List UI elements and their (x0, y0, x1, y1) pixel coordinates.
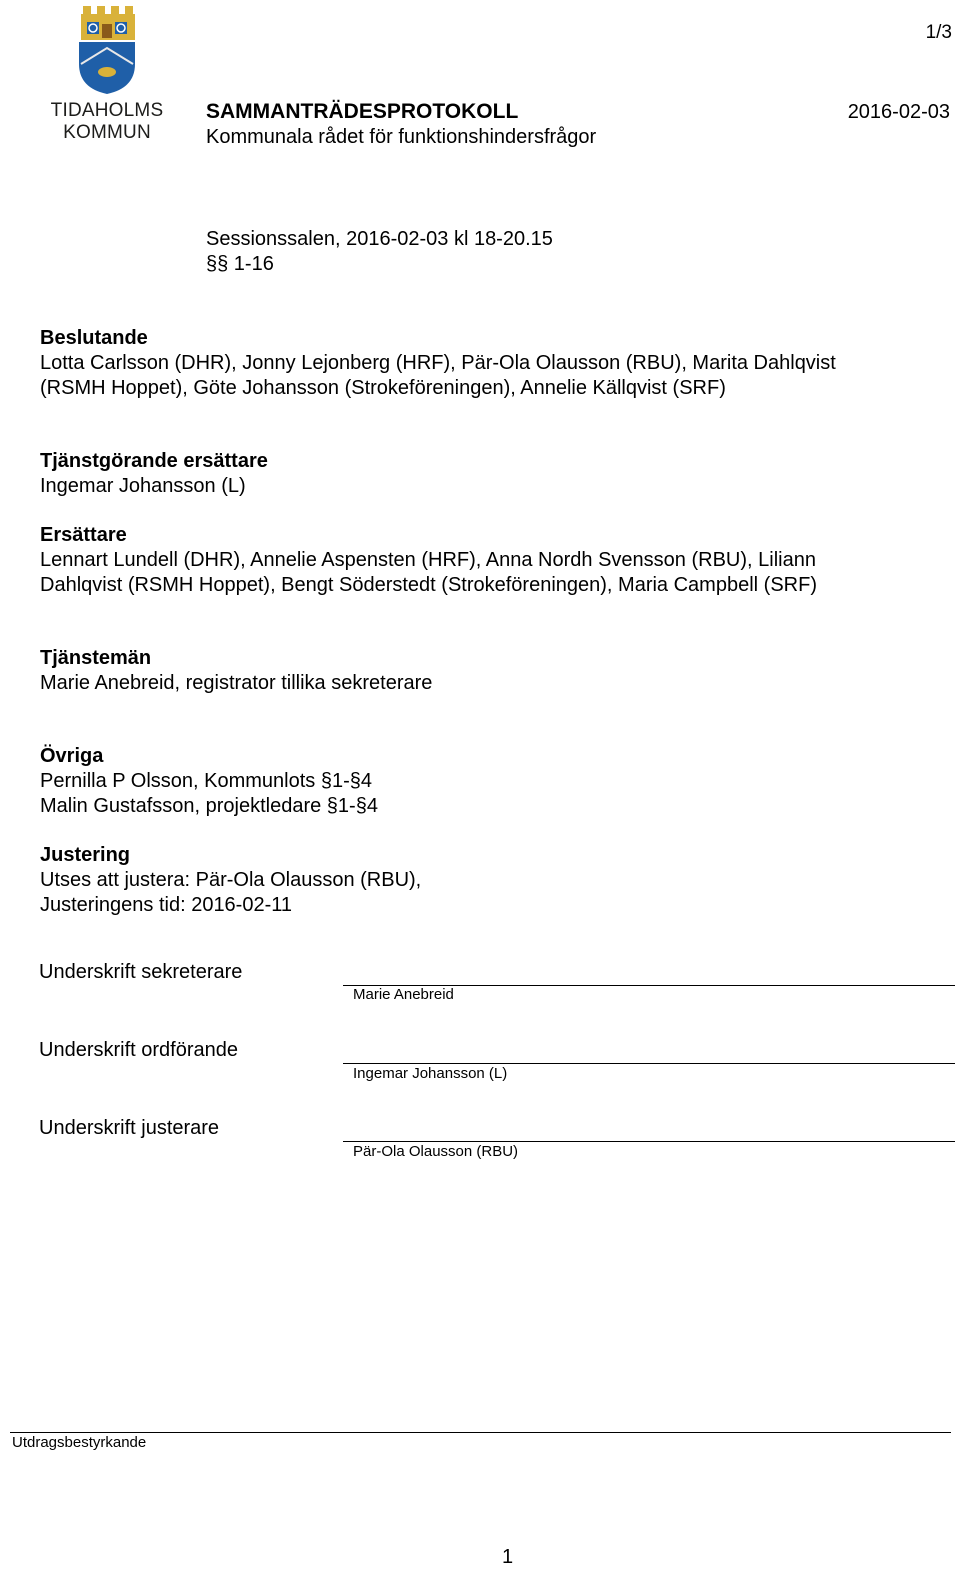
section-line: Dahlqvist (RSMH Hoppet), Bengt Söderstedt (Strokeföreningen), Maria Campbell (SRF) (40, 574, 817, 596)
signature-line-adjuster (343, 1141, 955, 1142)
section-beslutande (40, 326, 920, 401)
section-line: Marie Anebreid, registrator tillika sekreterare (40, 672, 433, 694)
section-line: Malin Gustafsson, projektledare §1-§4 (40, 795, 378, 817)
section-line: Justeringens tid: 2016-02-11 (40, 894, 293, 916)
signature-name-secretary: Marie Anebreid (353, 986, 454, 1003)
section-tjanstgorande-ersattare (40, 449, 920, 499)
section-line: Lotta Carlsson (DHR), Jonny Lejonberg (HRF), Pär-Ola Olausson (RBU), Marita Dahlqvist (40, 352, 836, 374)
section-heading: Övriga (40, 745, 104, 767)
signature-label-secretary: Underskrift sekreterare (39, 961, 243, 983)
document-date: 2016-02-03 (847, 101, 950, 123)
section-heading: Tjänstgörande ersättare (40, 450, 268, 472)
coat-of-arms-icon (77, 4, 137, 96)
section-heading: Ersättare (40, 524, 127, 546)
document-subtitle: Kommunala rådet för funktionshindersfrågor (206, 126, 597, 148)
meeting-place-time: Sessionssalen, 2016-02-03 kl 18-20.15 (206, 228, 553, 250)
section-tjanstemän (40, 646, 920, 696)
signature-label-adjuster: Underskrift justerare (39, 1117, 220, 1139)
signature-name-adjuster: Pär-Ola Olausson (RBU) (353, 1143, 519, 1160)
section-ersattare (40, 523, 920, 598)
signature-line-chair (343, 1063, 955, 1064)
section-heading: Justering (40, 844, 131, 866)
section-heading: Beslutande (40, 327, 148, 349)
page-indicator: 1/3 (925, 22, 952, 43)
section-line: Ingemar Johansson (L) (40, 475, 246, 497)
logo-text-line2: KOMMUN (63, 122, 151, 143)
section-ovriga (40, 744, 920, 819)
extract-certification-label: Utdragsbestyrkande (12, 1434, 147, 1451)
signature-label-chair: Underskrift ordförande (39, 1039, 238, 1061)
section-line: (RSMH Hoppet), Göte Johansson (Strokeföreningen), Annelie Källqvist (SRF) (40, 377, 726, 399)
section-justering (40, 843, 920, 918)
section-heading: Tjänstemän (40, 647, 152, 669)
municipality-logo (40, 4, 174, 144)
signature-name-chair: Ingemar Johansson (L) (353, 1065, 508, 1082)
meeting-paragraphs: §§ 1-16 (206, 253, 274, 275)
section-line: Utses att justera: Pär-Ola Olausson (RBU), (40, 869, 422, 891)
document-title: SAMMANTRÄDESPROTOKOLL (206, 100, 519, 123)
section-line: Lennart Lundell (DHR), Annelie Aspensten (HRF), Anna Nordh Svensson (RBU), Liliann (40, 549, 816, 571)
logo-text-line1: TIDAHOLMS (50, 100, 164, 121)
section-line: Pernilla P Olsson, Kommunlots §1-§4 (40, 770, 373, 792)
extract-certification-line (10, 1432, 951, 1433)
footer-page-number: 1 (502, 1546, 514, 1568)
